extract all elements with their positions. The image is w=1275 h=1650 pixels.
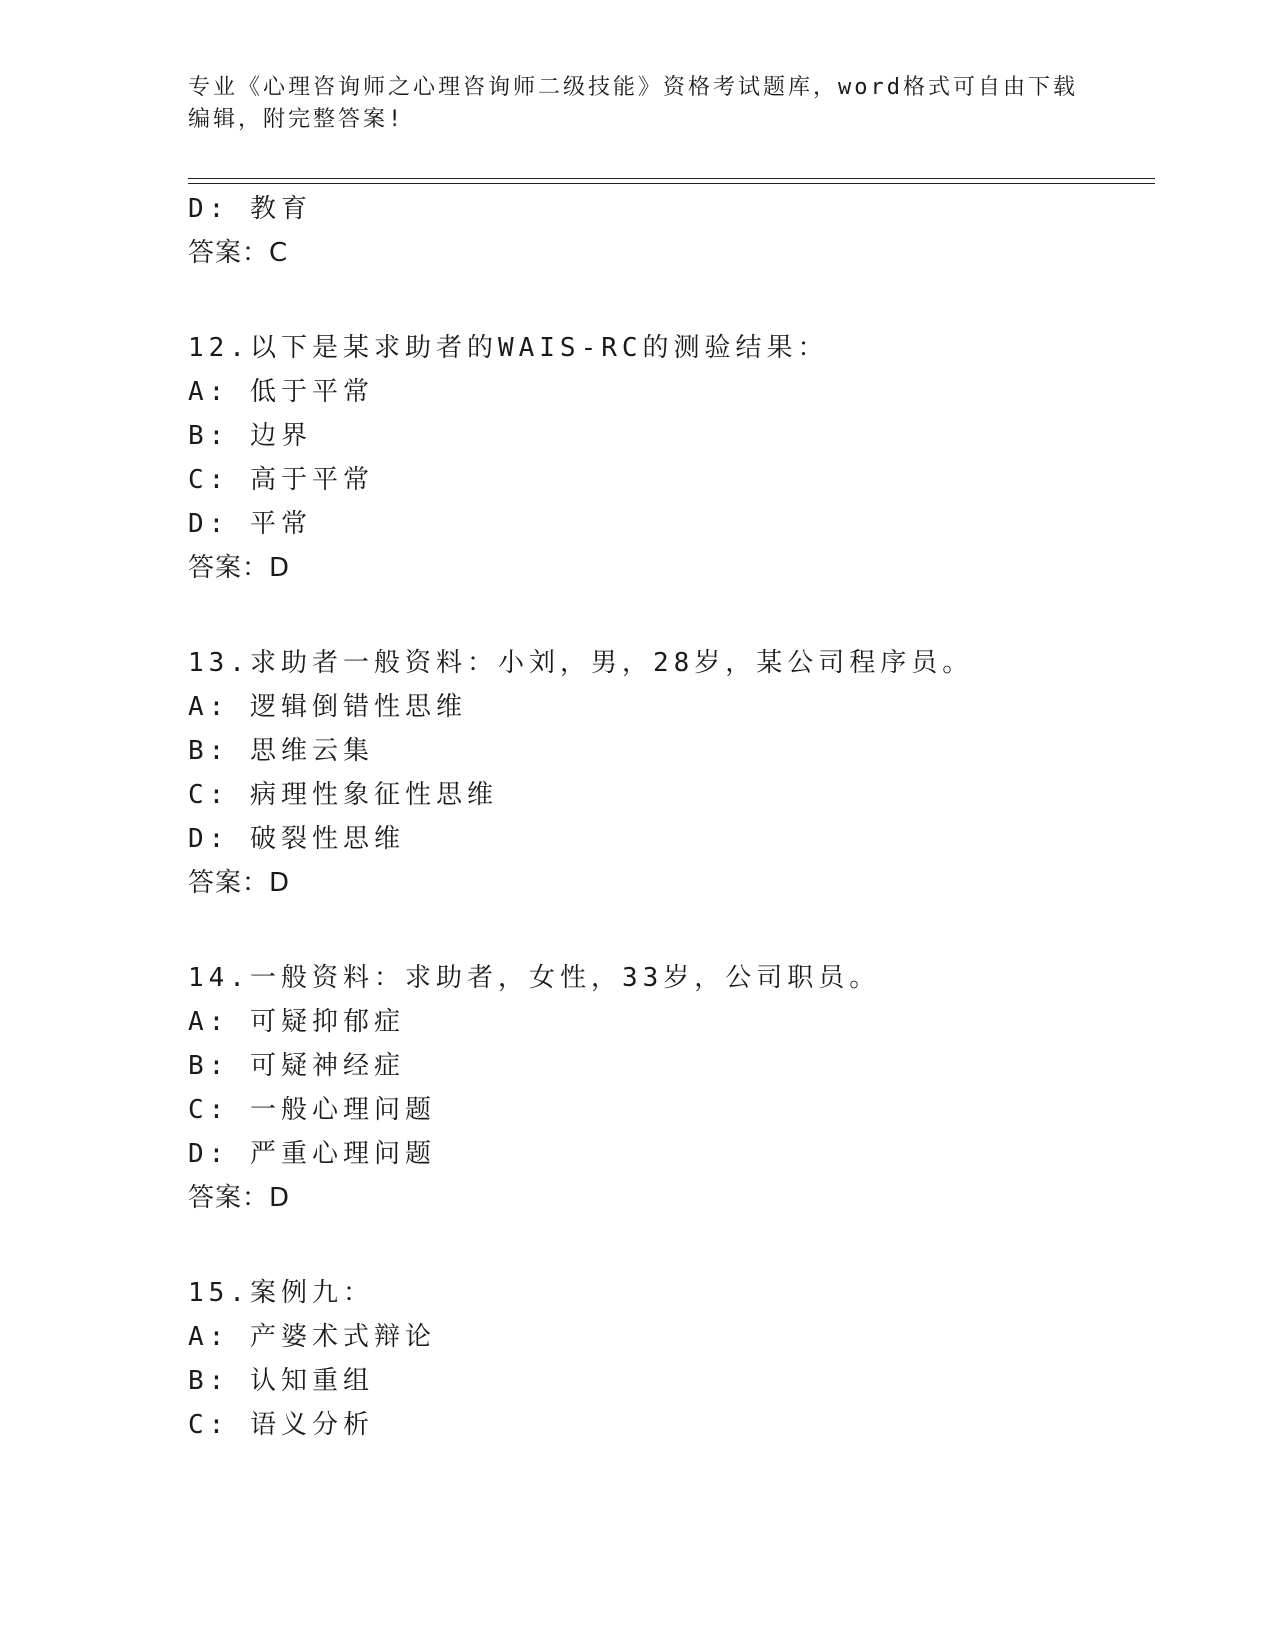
question-14-option-d: D: 严重心理问题 <box>188 1139 436 1169</box>
header-divider-top <box>188 178 1155 179</box>
question-14-option-a: A: 可疑抑郁症 <box>188 1007 405 1037</box>
question-14-option-b: B: 可疑神经症 <box>188 1051 405 1081</box>
question-15-option-b: B: 认知重组 <box>188 1366 374 1396</box>
question-12-stem: 12.以下是某求助者的WAIS-RC的测验结果： <box>188 333 829 363</box>
question-14-option-c: C: 一般心理问题 <box>188 1095 436 1125</box>
question-12-option-d: D: 平常 <box>188 509 312 539</box>
question-12-option-c: C: 高于平常 <box>188 465 374 495</box>
question-12-option-a: A: 低于平常 <box>188 377 374 407</box>
question-13-option-b: B: 思维云集 <box>188 736 374 766</box>
question-13-stem: 13.求助者一般资料：小刘，男，28岁，某公司程序员。 <box>188 648 974 678</box>
question-13-option-d: D: 破裂性思维 <box>188 824 405 854</box>
question-13-option-c: C: 病理性象征性思维 <box>188 780 498 810</box>
document-header <box>188 72 1088 136</box>
header-line-1: 专业《心理咨询师之心理咨询师二级技能》资格考试题库，word格式可自由下载 <box>188 75 1078 100</box>
prev-answer: 答案：C <box>188 238 289 268</box>
question-14-answer: 答案：D <box>188 1183 291 1213</box>
question-15-option-c: C: 语义分析 <box>188 1410 374 1440</box>
header-divider-bottom <box>188 183 1155 184</box>
question-13-option-a: A: 逻辑倒错性思维 <box>188 692 467 722</box>
prev-option-d: D: 教育 <box>188 194 312 224</box>
question-13-answer: 答案：D <box>188 868 291 898</box>
question-15-option-a: A: 产婆术式辩论 <box>188 1322 436 1352</box>
header-line-2: 编辑，附完整答案! <box>188 107 405 132</box>
question-14-stem: 14.一般资料：求助者，女性，33岁，公司职员。 <box>188 963 881 993</box>
question-15-stem: 15.案例九： <box>188 1278 374 1308</box>
question-12-option-b: B: 边界 <box>188 421 312 451</box>
question-12-answer: 答案：D <box>188 553 291 583</box>
